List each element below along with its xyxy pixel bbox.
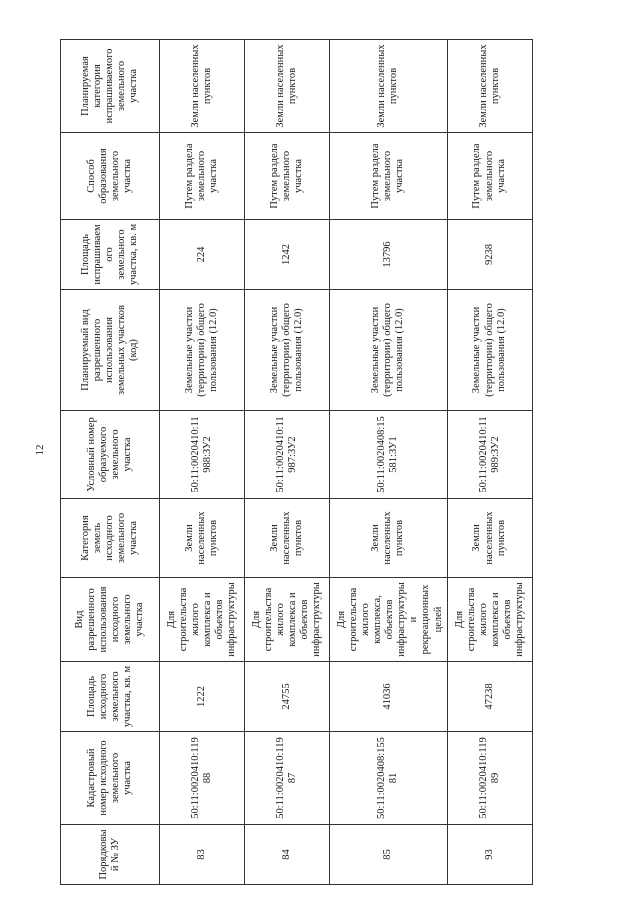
table-cell: 50:11:0020410:11988:ЗУ2 — [160, 411, 245, 499]
header-cell: Площадь испрашиваемого земельного участка, кв. м — [61, 220, 160, 290]
table-cell: 50:11:0020410:11988 — [160, 732, 245, 825]
table-cell: Земли населенных пунктов — [447, 499, 532, 578]
table-cell: 224 — [160, 220, 245, 290]
rotated-table-area — [60, 40, 525, 885]
table-cell: Земельные участки (территории) общего пользования (12.0) — [160, 290, 245, 411]
header-cell: Планируемый вид разрешенного использования земельных участков (код) — [61, 290, 160, 411]
table-row — [245, 40, 330, 885]
table-cell: Путем раздела земельного участка — [330, 133, 448, 220]
table-cell: Земельные участки (территории) общего пользования (12.0) — [447, 290, 532, 411]
table-row — [447, 40, 532, 885]
header-cell: Условный номер образуемого земельного участка — [61, 411, 160, 499]
table-cell: Земельные участки (территории) общего пользования (12.0) — [245, 290, 330, 411]
table-cell: Земли населенных пунктов — [330, 40, 448, 133]
table-cell: Земли населенных пунктов — [245, 40, 330, 133]
table-cell: 83 — [160, 825, 245, 885]
page-number: 12 — [34, 444, 46, 456]
table-cell: 1242 — [245, 220, 330, 290]
table-cell: Для строительства жилого комплекса и объектов инфраструктуры — [447, 578, 532, 662]
header-cell: Кадастровый номер исходного земельного участка — [61, 732, 160, 825]
table-cell: Земли населенных пунктов — [160, 40, 245, 133]
table-cell: 50:11:0020408:15581 — [330, 732, 448, 825]
table-cell: Земли населенных пунктов — [245, 499, 330, 578]
header-cell: Площадь исходного земельного участка, кв. м — [61, 662, 160, 732]
table-cell: 50:11:0020408:15581:ЗУ1 — [330, 411, 448, 499]
table-cell: Для строительства жилого комплекса и объектов инфраструктуры — [160, 578, 245, 662]
table-row — [330, 40, 448, 885]
table-header-row — [61, 40, 160, 885]
table-row — [160, 40, 245, 885]
table-cell: 50:11:0020410:11987:ЗУ2 — [245, 411, 330, 499]
header-cell: Порядковый № ЗУ — [61, 825, 160, 885]
table-cell: Путем раздела земельного участка — [160, 133, 245, 220]
table-cell: 1222 — [160, 662, 245, 732]
header-cell: Планируемая категория испрашиваемого земельного участка — [61, 40, 160, 133]
table-cell: 93 — [447, 825, 532, 885]
table-cell: 50:11:0020410:11987 — [245, 732, 330, 825]
header-cell: Категория земель исходного земельного участка — [61, 499, 160, 578]
table-cell: Путем раздела земельного участка — [447, 133, 532, 220]
table-cell: Для строительства жилого комплекса, объектов инфраструктуры и рекреационных целей — [330, 578, 448, 662]
table-cell: Земли населенных пунктов — [160, 499, 245, 578]
table-cell: 85 — [330, 825, 448, 885]
header-cell: Вид разрешенного использования исходного земельного участка — [61, 578, 160, 662]
table-cell: Для строительства жилого комплекса и объектов инфраструктуры — [245, 578, 330, 662]
table-cell: 47238 — [447, 662, 532, 732]
table-cell: Земельные участки (территории) общего пользования (12.0) — [330, 290, 448, 411]
table-cell: Путем раздела земельного участка — [245, 133, 330, 220]
table-cell: Земли населенных пунктов — [447, 40, 532, 133]
land-plots-table — [60, 39, 533, 885]
table-cell: 84 — [245, 825, 330, 885]
table-cell: 50:11:0020410:11989 — [447, 732, 532, 825]
table-cell: 24755 — [245, 662, 330, 732]
table-cell: 13796 — [330, 220, 448, 290]
table-cell: 41036 — [330, 662, 448, 732]
table-cell: 50:11:0020410:11989:ЗУ2 — [447, 411, 532, 499]
table-cell: 9238 — [447, 220, 532, 290]
table-cell: Земли населенных пунктов — [330, 499, 448, 578]
header-cell: Способ образования земельного участка — [61, 133, 160, 220]
